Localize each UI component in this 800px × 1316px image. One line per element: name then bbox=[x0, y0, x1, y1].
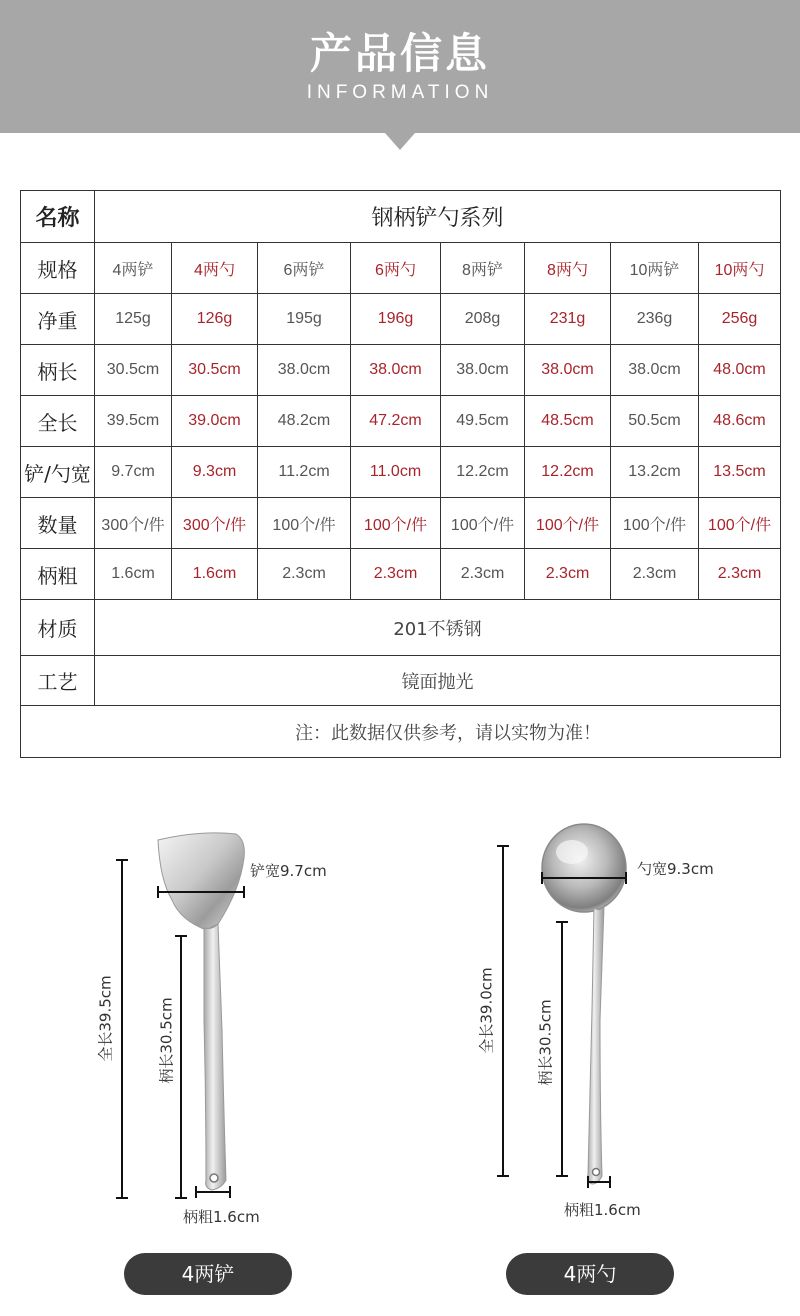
section-header bbox=[0, 0, 800, 133]
table-cell: 2.3cm bbox=[351, 549, 441, 600]
table-row bbox=[21, 294, 781, 345]
material-label: 材质 bbox=[21, 600, 95, 656]
table-cell: 100个/件 bbox=[441, 498, 525, 549]
table-cell: 38.0cm bbox=[258, 345, 351, 396]
name-label: 名称 bbox=[21, 191, 95, 243]
table-cell: 10两勺 bbox=[699, 243, 781, 294]
table-cell: 6两铲 bbox=[258, 243, 351, 294]
table-cell: 100个/件 bbox=[611, 498, 699, 549]
table-cell: 39.5cm bbox=[95, 396, 172, 447]
row-label: 柄长 bbox=[21, 345, 95, 396]
table-cell: 39.0cm bbox=[172, 396, 258, 447]
material-row bbox=[21, 600, 781, 656]
table-cell: 2.3cm bbox=[611, 549, 699, 600]
table-cell: 2.3cm bbox=[525, 549, 611, 600]
table-row bbox=[21, 396, 781, 447]
name-row bbox=[21, 191, 781, 243]
table-cell: 1.6cm bbox=[95, 549, 172, 600]
table-cell: 9.3cm bbox=[172, 447, 258, 498]
spec-table bbox=[20, 190, 781, 758]
process-row bbox=[21, 656, 781, 706]
table-cell: 208g bbox=[441, 294, 525, 345]
table-cell: 12.2cm bbox=[525, 447, 611, 498]
note-text: 注：此数据仅供参考，请以实物为准！ bbox=[21, 706, 781, 758]
table-cell: 49.5cm bbox=[441, 396, 525, 447]
ladle-width-label: 勺宽9.3cm bbox=[637, 860, 714, 878]
spatula-handle-length-label: 柄长30.5cm bbox=[157, 997, 176, 1084]
table-cell: 38.0cm bbox=[441, 345, 525, 396]
spatula-total-length-label: 全长39.5cm bbox=[96, 975, 115, 1062]
table-cell: 2.3cm bbox=[258, 549, 351, 600]
table-cell: 100个/件 bbox=[699, 498, 781, 549]
table-cell: 100个/件 bbox=[258, 498, 351, 549]
table-cell: 12.2cm bbox=[441, 447, 525, 498]
table-cell: 8两勺 bbox=[525, 243, 611, 294]
row-label: 柄粗 bbox=[21, 549, 95, 600]
table-row bbox=[21, 345, 781, 396]
table-row bbox=[21, 498, 781, 549]
table-cell: 48.2cm bbox=[258, 396, 351, 447]
table-cell: 38.0cm bbox=[525, 345, 611, 396]
table-cell: 300个/件 bbox=[95, 498, 172, 549]
table-cell: 11.0cm bbox=[351, 447, 441, 498]
table-cell: 50.5cm bbox=[611, 396, 699, 447]
table-cell: 11.2cm bbox=[258, 447, 351, 498]
table-cell: 30.5cm bbox=[172, 345, 258, 396]
section-title: 产品信息 bbox=[309, 29, 490, 78]
row-label: 铲/勺宽 bbox=[21, 447, 95, 498]
note-row bbox=[21, 706, 781, 758]
spatula-handle-thickness-label: 柄粗1.6cm bbox=[183, 1208, 260, 1226]
table-cell: 256g bbox=[699, 294, 781, 345]
table-cell: 126g bbox=[172, 294, 258, 345]
table-cell: 38.0cm bbox=[611, 345, 699, 396]
section-subtitle: INFORMATION bbox=[306, 82, 494, 103]
table-cell: 100个/件 bbox=[525, 498, 611, 549]
table-cell: 2.3cm bbox=[441, 549, 525, 600]
table-cell: 48.6cm bbox=[699, 396, 781, 447]
row-label: 全长 bbox=[21, 396, 95, 447]
table-cell: 300个/件 bbox=[172, 498, 258, 549]
table-row bbox=[21, 243, 781, 294]
spatula-width-label: 铲宽9.7cm bbox=[250, 862, 327, 880]
row-label: 数量 bbox=[21, 498, 95, 549]
table-row bbox=[21, 549, 781, 600]
ladle-caption: 4两勺 bbox=[506, 1253, 674, 1295]
table-cell: 4两勺 bbox=[172, 243, 258, 294]
series-name: 钢柄铲勺系列 bbox=[95, 191, 781, 243]
table-cell: 13.2cm bbox=[611, 447, 699, 498]
material-value: 201不锈钢 bbox=[95, 600, 781, 656]
table-cell: 100个/件 bbox=[351, 498, 441, 549]
table-cell: 195g bbox=[258, 294, 351, 345]
table-cell: 9.7cm bbox=[95, 447, 172, 498]
table-cell: 1.6cm bbox=[172, 549, 258, 600]
table-cell: 48.0cm bbox=[699, 345, 781, 396]
table-cell: 48.5cm bbox=[525, 396, 611, 447]
row-label: 净重 bbox=[21, 294, 95, 345]
table-cell: 196g bbox=[351, 294, 441, 345]
table-cell: 2.3cm bbox=[699, 549, 781, 600]
table-cell: 13.5cm bbox=[699, 447, 781, 498]
table-cell: 4两铲 bbox=[95, 243, 172, 294]
ladle-total-length-label: 全长39.0cm bbox=[477, 967, 496, 1054]
spatula-caption: 4两铲 bbox=[124, 1253, 292, 1295]
table-cell: 236g bbox=[611, 294, 699, 345]
ladle-handle-thickness-label: 柄粗1.6cm bbox=[564, 1201, 641, 1219]
table-cell: 38.0cm bbox=[351, 345, 441, 396]
table-cell: 47.2cm bbox=[351, 396, 441, 447]
process-value: 镜面抛光 bbox=[95, 656, 781, 706]
table-cell: 8两铲 bbox=[441, 243, 525, 294]
table-cell: 125g bbox=[95, 294, 172, 345]
table-row bbox=[21, 447, 781, 498]
row-label: 规格 bbox=[21, 243, 95, 294]
table-cell: 10两铲 bbox=[611, 243, 699, 294]
table-cell: 6两勺 bbox=[351, 243, 441, 294]
ladle-handle-length-label: 柄长30.5cm bbox=[536, 999, 555, 1086]
table-cell: 231g bbox=[525, 294, 611, 345]
process-label: 工艺 bbox=[21, 656, 95, 706]
table-cell: 30.5cm bbox=[95, 345, 172, 396]
header-down-arrow-icon bbox=[385, 133, 415, 150]
